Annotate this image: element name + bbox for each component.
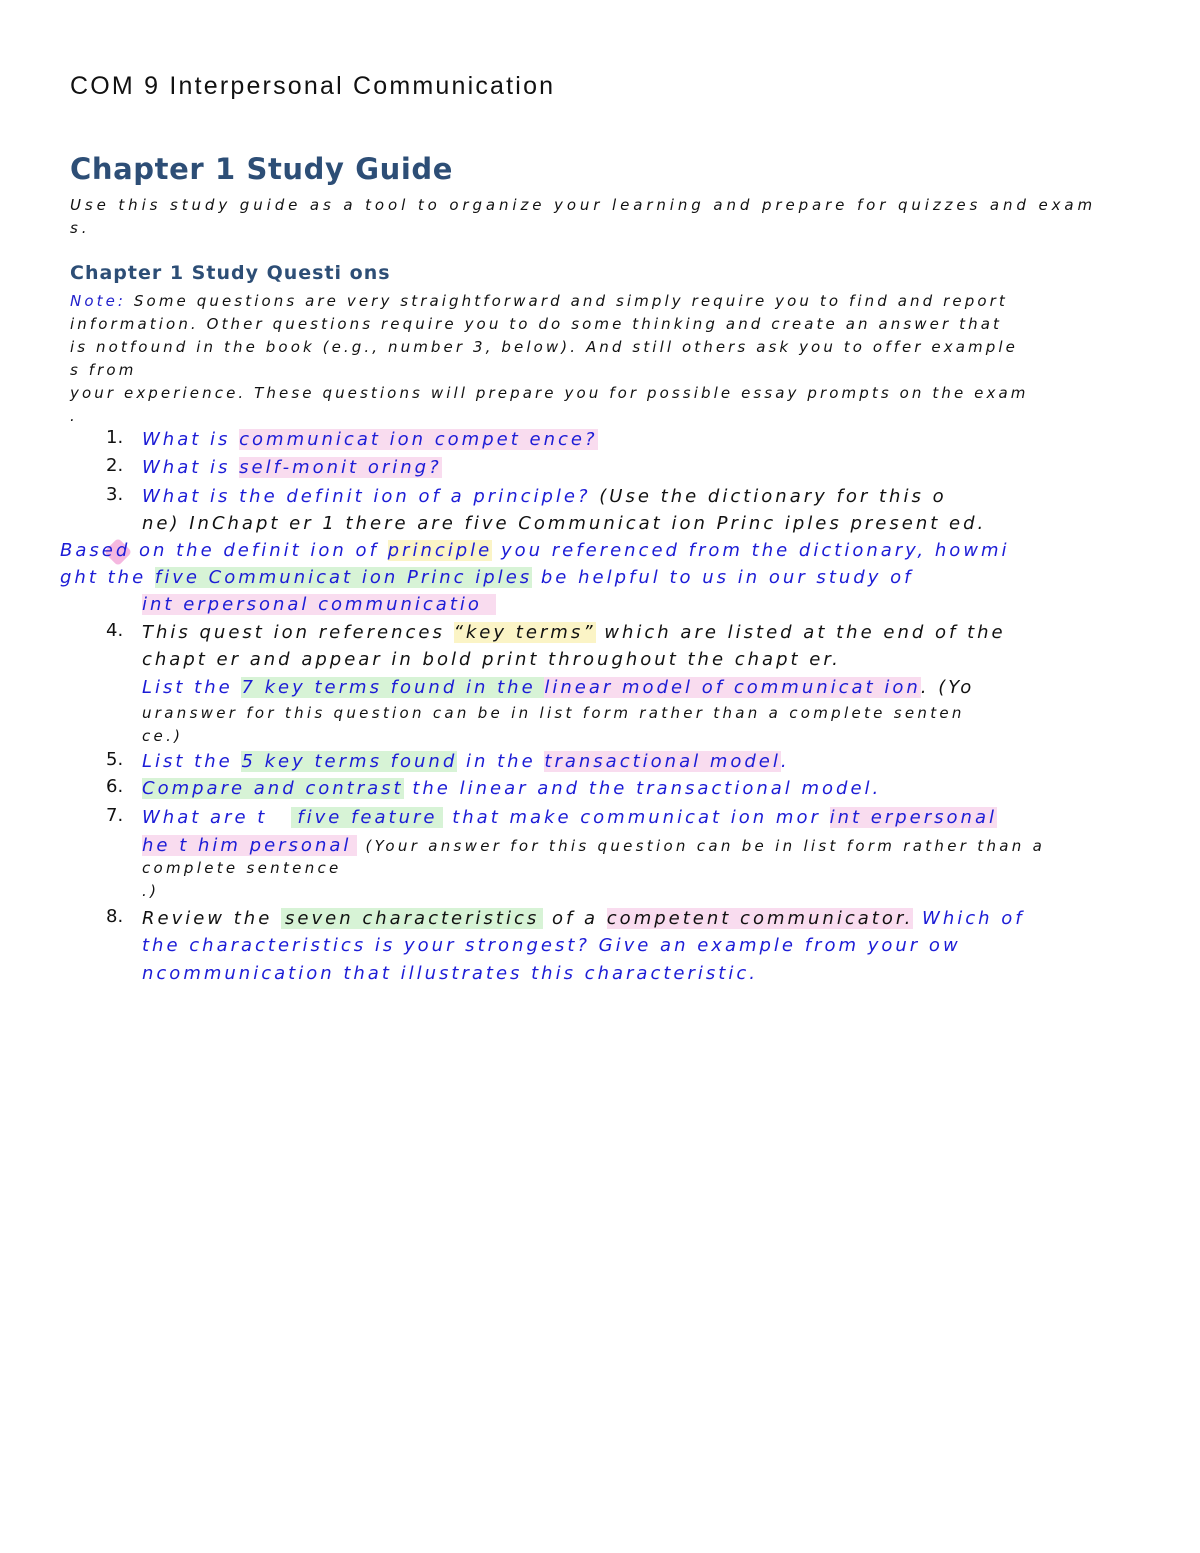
question-7-line-4: .) (142, 882, 160, 900)
question-8-line-1: Review the seven characteristics of a competent communicator. Which of (142, 908, 1025, 929)
highlight: 5 key terms found (241, 751, 458, 772)
intro-line: s. (70, 219, 91, 237)
question-8-line-2: the characteristics is your strongest? Give an example from your ow (142, 935, 961, 956)
highlight: five feature (291, 807, 443, 828)
question-3-line-3: Based on the definit ion of principle you referenced from the dictionary, howmi (60, 540, 1010, 561)
question-7-line-3: complete sentence (142, 859, 342, 877)
question-4-line-1: This quest ion references “key terms” which are listed at the end of the (142, 622, 1006, 643)
highlight: seven characteristics (281, 908, 543, 929)
highlight: int erpersonal (829, 807, 997, 828)
question-7-line-1: What are t five feature that make communicat ion mor int erpersonal (142, 807, 997, 828)
question-3-line-4: ght the five Communicat ion Princ iples be helpful to us in our study of (60, 567, 914, 588)
question-4-line-4: uranswer for this question can be in list form rather than a complete senten (142, 704, 965, 722)
question-number: 1. (106, 427, 124, 448)
intro-text (70, 194, 1135, 240)
section-heading: Chapter 1 Study Questi ons (70, 262, 391, 284)
question-7-line-2: he t him personal (Your answer for this question can be in list form rather than a (142, 835, 1046, 856)
note-line: Note: Some questions are very straightforward and simply require you to find and report (70, 292, 1008, 310)
question-number: 6. (106, 776, 124, 797)
highlight: int erpersonal communicatio (142, 594, 496, 615)
question-5: List the 5 key terms found in the transactional model. (142, 751, 790, 772)
question-6: Compare and contrast the linear and the transactional model. (142, 778, 882, 799)
highlight: communicat ion compet ence? (239, 429, 598, 450)
note-line: your experience. These questions will prepare you for possible essay prompts on the exam (70, 384, 1029, 402)
note-label: Note: (70, 292, 127, 310)
question-number: 3. (106, 484, 124, 505)
question-8-line-3: ncommunication that illustrates this characteristic. (142, 963, 758, 984)
highlight: transactional model (544, 751, 781, 772)
question-2: What is self-monit oring? (142, 457, 442, 478)
page-title: Chapter 1 Study Guide (70, 152, 454, 186)
question-3-line-5 (142, 591, 496, 618)
question-4-line-3: List the 7 key terms found in the linear model of communicat ion. (Yo (142, 677, 975, 698)
question-3-line-1: What is the definit ion of a principle? (Use the dictionary for this o (142, 486, 947, 507)
highlight: linear model of communicat ion (544, 677, 921, 698)
question-number: 7. (106, 805, 124, 826)
question-1: What is communicat ion compet ence? (142, 429, 598, 450)
highlight: competent communicator. (606, 908, 914, 929)
highlight: “key terms” (453, 622, 596, 643)
highlight: five Communicat ion Princ iples (154, 567, 533, 588)
note-line: is notfound in the book (e.g., number 3, below). And still others ask you to offer example (70, 338, 1018, 356)
question-3-line-2: ne) InChapt er 1 there are five Communicat ion Princ iples present ed. (142, 513, 987, 534)
question-number: 4. (106, 620, 124, 641)
highlight: self-monit oring? (239, 457, 442, 478)
question-number: 5. (106, 749, 124, 770)
question-number: 2. (106, 455, 124, 476)
note-line: . (70, 407, 78, 425)
highlight: principle (387, 540, 493, 561)
highlight: he t him personal (142, 835, 357, 856)
note-line: s from (70, 361, 137, 379)
question-4-line-2: chapt er and appear in bold print throughout the chapt er. (142, 649, 841, 670)
note-line: information. Other questions require you to do some thinking and create an answer that (70, 315, 1002, 333)
note-paragraph (70, 290, 1138, 428)
course-title: COM 9 Interpersonal Communication (70, 72, 556, 100)
highlight: 7 key terms found in the (241, 677, 545, 698)
highlight: Compare and contrast (142, 778, 404, 799)
question-number: 8. (106, 906, 124, 927)
question-4-line-5: ce.) (142, 727, 184, 745)
intro-line: Use this study guide as a tool to organize your learning and prepare for quizzes and exam (70, 196, 1096, 214)
